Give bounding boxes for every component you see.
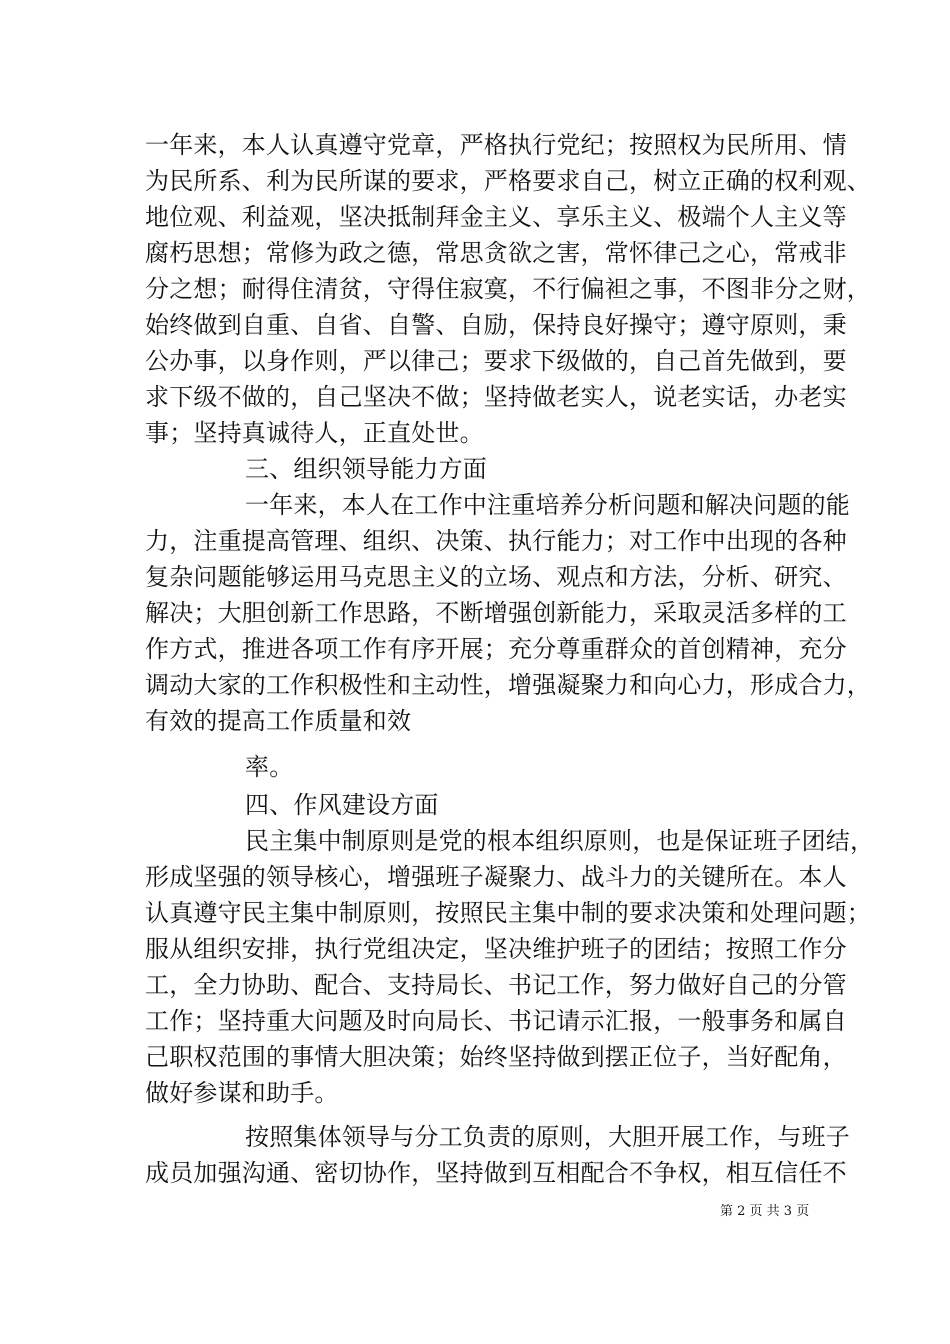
body-text-line: 认真遵守民主集中制原则，按照民主集中制的要求决策和处理问题； bbox=[145, 899, 871, 927]
body-text-line: 调动大家的工作积极性和主动性，增强凝聚力和向心力，形成合力， bbox=[145, 671, 871, 699]
body-text-line: 地位观、利益观，坚决抵制拜金主义、享乐主义、极端个人主义等 bbox=[145, 203, 847, 231]
body-text-line: 形成坚强的领导核心，增强班子凝聚力、战斗力的关键所在。本人 bbox=[145, 863, 847, 891]
body-text-line: 始终做到自重、自省、自警、自励，保持良好操守；遵守原则，秉 bbox=[145, 311, 847, 339]
body-text-line: 分之想；耐得住清贫，守得住寂寞，不行偏袒之事，不图非分之财， bbox=[145, 275, 871, 303]
body-text-line: 公办事，以身作则，严以律己；要求下级做的，自己首先做到，要 bbox=[145, 347, 847, 375]
body-text-line: 一年来，本人认真遵守党章，严格执行党纪；按照权为民所用、情 bbox=[145, 131, 847, 159]
body-text-line: 为民所系、利为民所谋的要求，严格要求自己，树立正确的权利观、 bbox=[145, 167, 871, 195]
section-heading: 三、组织领导能力方面 bbox=[245, 455, 487, 483]
body-text-line: 事；坚持真诚待人，正直处世。 bbox=[145, 419, 484, 447]
body-text-line: 复杂问题能够运用马克思主义的立场、观点和方法，分析、研究、 bbox=[145, 563, 847, 591]
page-number-footer: 第 2 页 共 3 页 bbox=[720, 1204, 810, 1219]
body-text-line: 工，全力协助、配合、支持局长、书记工作，努力做好自己的分管 bbox=[145, 971, 847, 999]
body-text-line: 率。 bbox=[245, 753, 294, 781]
body-text-line: 成员加强沟通、密切协作，坚持做到互相配合不争权，相互信任不 bbox=[145, 1159, 847, 1187]
body-text-line: 民主集中制原则是党的根本组织原则，也是保证班子团结， bbox=[245, 827, 875, 855]
section-heading: 四、作风建设方面 bbox=[245, 791, 439, 819]
body-text-line: 有效的提高工作质量和效 bbox=[145, 707, 412, 735]
body-text-line: 服从组织安排，执行党组决定，坚决维护班子的团结；按照工作分 bbox=[145, 935, 847, 963]
body-text-line: 己职权范围的事情大胆决策；始终坚持做到摆正位子，当好配角， bbox=[145, 1043, 847, 1071]
body-text-line: 力，注重提高管理、组织、决策、执行能力；对工作中出现的各种 bbox=[145, 527, 847, 555]
body-text-line: 一年来，本人在工作中注重培养分析问题和解决问题的能 bbox=[245, 491, 850, 519]
body-text-line: 作方式，推进各项工作有序开展；充分尊重群众的首创精神，充分 bbox=[145, 635, 847, 663]
body-text-line: 腐朽思想；常修为政之德，常思贪欲之害，常怀律己之心，常戒非 bbox=[145, 239, 847, 267]
body-text-line: 解决；大胆创新工作思路，不断增强创新能力，采取灵活多样的工 bbox=[145, 599, 847, 627]
body-text-line: 按照集体领导与分工负责的原则，大胆开展工作，与班子 bbox=[245, 1123, 850, 1151]
body-text-line: 求下级不做的，自己坚决不做；坚持做老实人，说老实话，办老实 bbox=[145, 383, 847, 411]
body-text-line: 工作；坚持重大问题及时向局长、书记请示汇报，一般事务和属自 bbox=[145, 1007, 847, 1035]
body-text-line: 做好参谋和助手。 bbox=[145, 1079, 339, 1107]
